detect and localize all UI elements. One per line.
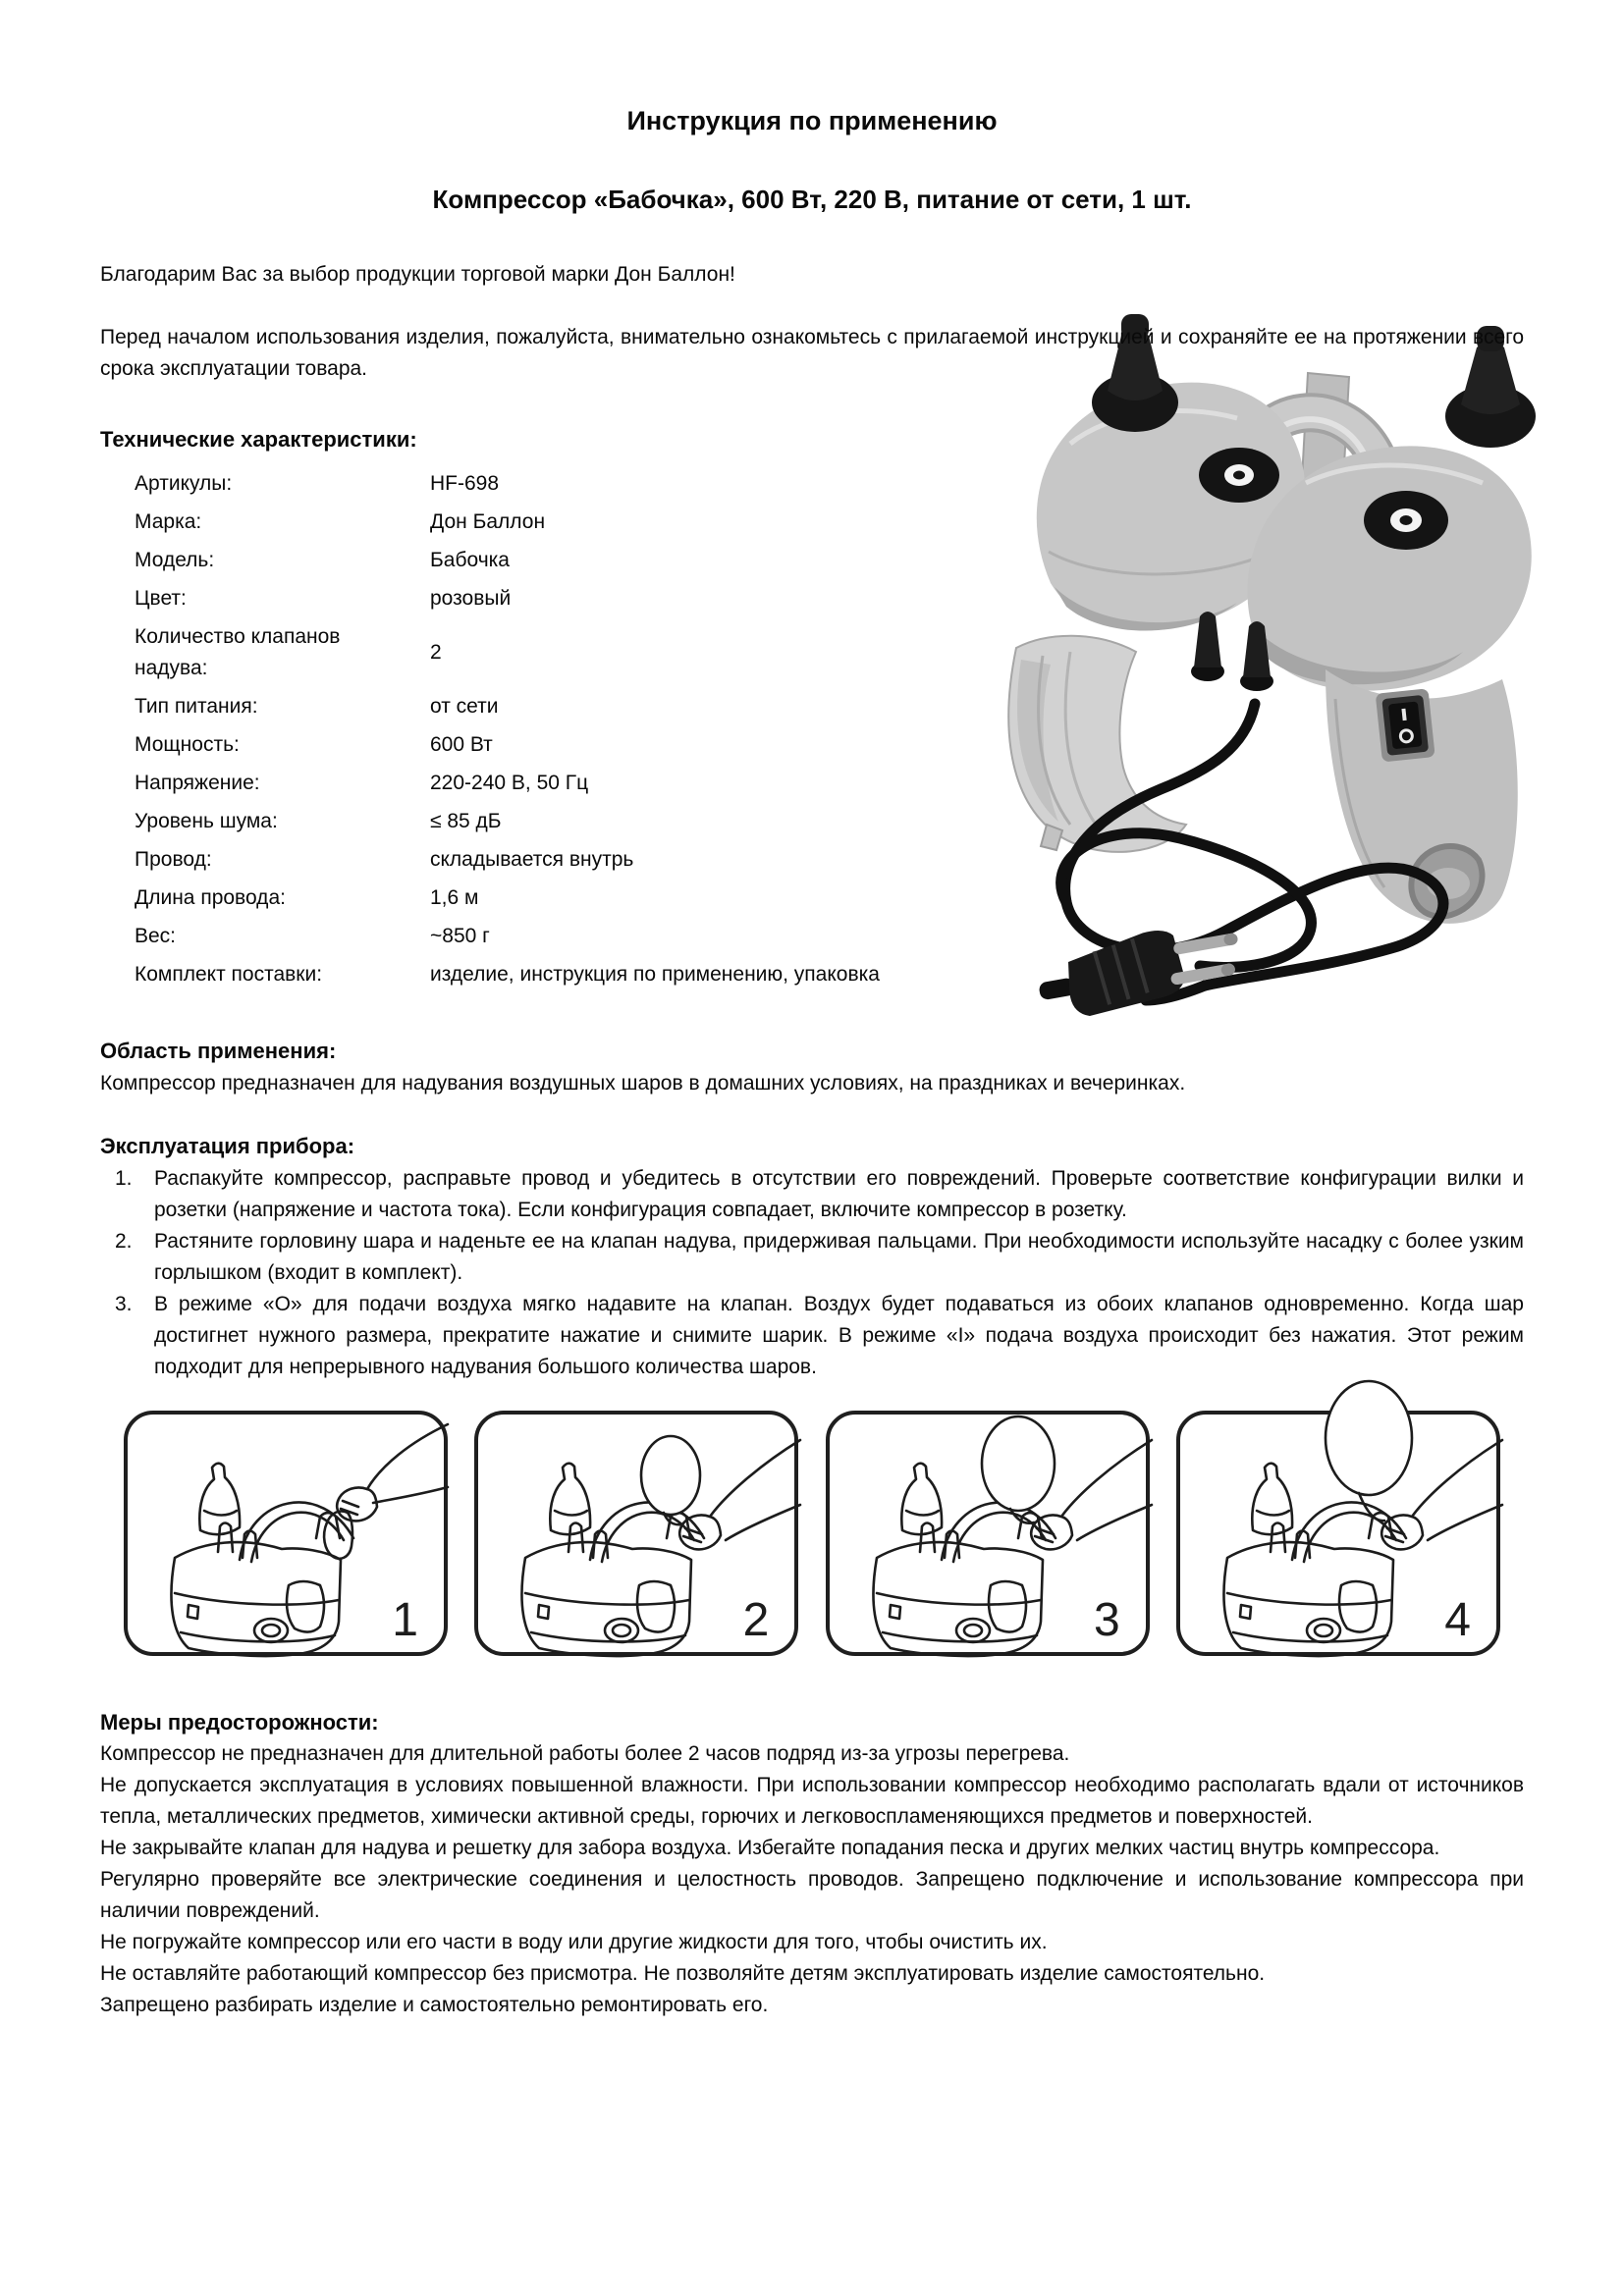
operation-heading: Эксплуатация прибора: (100, 1134, 355, 1158)
spec-label: Цвет: (135, 587, 187, 610)
spec-value: складывается внутрь (430, 848, 634, 871)
table-row (100, 803, 1082, 841)
figure-strip (124, 1411, 1500, 1656)
spec-value: HF-698 (430, 472, 500, 495)
table-row (100, 688, 1082, 726)
table-row (100, 726, 1082, 765)
precaution-paragraph: Не погружайте компрессор или его части в воду или другие жидкости для того, чтобы очистить их. (100, 1931, 1048, 1953)
panel-number: 4 (1444, 1594, 1471, 1646)
spec-label: Тип питания: (135, 695, 258, 718)
precaution-paragraph: Компрессор не предназначен для длительной работы более 2 часов подряд из-за угрозы перегрева. (100, 1742, 1070, 1765)
spec-label: Длина провода: (135, 886, 286, 909)
spec-label: Напряжение: (135, 772, 260, 794)
table-row (100, 618, 1082, 688)
table-row (100, 956, 1082, 994)
spec-label: Артикулы: (135, 472, 233, 495)
step-text: Распакуйте компрессор, расправьте провод и убедитесь в отсутствии его повреждений. Проверьте соответствие конфигурации вилки и розетки (напряжение и частота тока). Если конфигурация совпадает, включите компрессор в розетку. (154, 1167, 1524, 1221)
spec-value: от сети (430, 695, 499, 718)
precaution-paragraph: Регулярно проверяйте все электрические соединения и целостность проводов. Запрещено подключение и использование компрессора при наличии повреждений. (100, 1868, 1524, 1922)
specs-heading: Технические характеристики: (100, 427, 417, 452)
spec-value: 1,6 м (430, 886, 479, 909)
intro-notice: Перед началом использования изделия, пожалуйста, внимательно ознакомьтесь с прилагаемой инструкцией и сохраняйте ее на протяжении всего срока эксплуатации товара. (100, 326, 1524, 380)
list-item (100, 1226, 1524, 1289)
list-item (100, 1289, 1524, 1383)
figure-panel-2 (474, 1411, 798, 1656)
spec-value: изделие, инструкция по применению, упаковка (430, 963, 880, 986)
operation-steps (100, 1163, 1524, 1383)
spec-label: Комплект поставки: (135, 963, 323, 986)
precaution-paragraph: Не закрывайте клапан для надува и решетку для забора воздуха. Избегайте попадания песка и других мелких частиц внутрь компрессора. (100, 1837, 1440, 1859)
page-title: Инструкция по применению (626, 106, 998, 135)
table-row (100, 465, 1082, 504)
precaution-paragraph: Не допускается эксплуатация в условиях повышенной влажности. При использовании компрессор необходимо располагать вдали от источников тепла, металлических предметов, химически активной среды, горючих и легковоспламеняющихся предметов и поверхностей. (100, 1774, 1524, 1828)
figure-panel-4 (1176, 1411, 1500, 1656)
specs-table (100, 465, 1082, 994)
spec-label: Количество клапанов надува: (135, 625, 341, 679)
application-heading: Область применения: (100, 1039, 337, 1063)
spec-label: Мощность: (135, 733, 240, 756)
table-row (100, 580, 1082, 618)
spec-value: Дон Баллон (430, 510, 546, 533)
figure-panel-3 (826, 1411, 1150, 1656)
precaution-paragraph: Запрещено разбирать изделие и самостоятельно ремонтировать его. (100, 1994, 769, 2016)
product-subtitle: Компрессор «Бабочка», 600 Вт, 220 В, питание от сети, 1 шт. (432, 185, 1192, 214)
table-row (100, 841, 1082, 880)
spec-label: Вес: (135, 925, 177, 947)
intro-thanks: Благодарим Вас за выбор продукции торговой марки Дон Баллон! (100, 263, 735, 286)
spec-value: Бабочка (430, 549, 510, 571)
application-text: Компрессор предназначен для надувания воздушных шаров в домашних условиях, на праздниках и вечеринках. (100, 1072, 1186, 1095)
precaution-paragraph: Не оставляйте работающий компрессор без присмотра. Не позволяйте детям эксплуатировать изделие самостоятельно. (100, 1962, 1266, 1985)
table-row (100, 880, 1082, 918)
spec-label: Провод: (135, 848, 212, 871)
table-row (100, 542, 1082, 580)
spec-value: 220-240 В, 50 Гц (430, 772, 589, 794)
spec-label: Модель: (135, 549, 215, 571)
table-row (100, 504, 1082, 542)
spec-value: 2 (430, 641, 442, 664)
spec-value: ≤ 85 дБ (430, 810, 502, 832)
list-item (100, 1163, 1524, 1226)
document-content (100, 0, 1524, 2021)
step-number: 2. (115, 1230, 133, 1253)
step-number: 3. (115, 1293, 133, 1315)
step-number: 1. (115, 1167, 133, 1190)
table-row (100, 765, 1082, 803)
step-text: В режиме «О» для подачи воздуха мягко надавите на клапан. Воздух будет подаваться из обоих клапанов одновременно. Когда шар достигнет нужного размера, прекратите нажатие и снимите шарик. В режиме «I» подача воздуха происходит без нажатия. Этот режим подходит для непрерывного надувания большого количества шаров. (154, 1293, 1524, 1378)
table-row (100, 918, 1082, 956)
panel-number: 2 (742, 1594, 770, 1646)
precautions-heading: Меры предосторожности: (100, 1710, 379, 1735)
figure-panel-1 (124, 1411, 448, 1656)
spec-value: розовый (430, 587, 512, 610)
spec-value: 600 Вт (430, 733, 493, 756)
panel-number: 3 (1093, 1594, 1120, 1646)
spec-value: ~850 г (430, 925, 490, 947)
step-text: Растяните горловину шара и наденьте ее на клапан надува, придерживая пальцами. При необходимости используйте насадку с более узким горлышком (входит в комплект). (154, 1230, 1524, 1284)
spec-label: Уровень шума: (135, 810, 278, 832)
spec-label: Марка: (135, 510, 202, 533)
panel-number: 1 (392, 1594, 418, 1646)
